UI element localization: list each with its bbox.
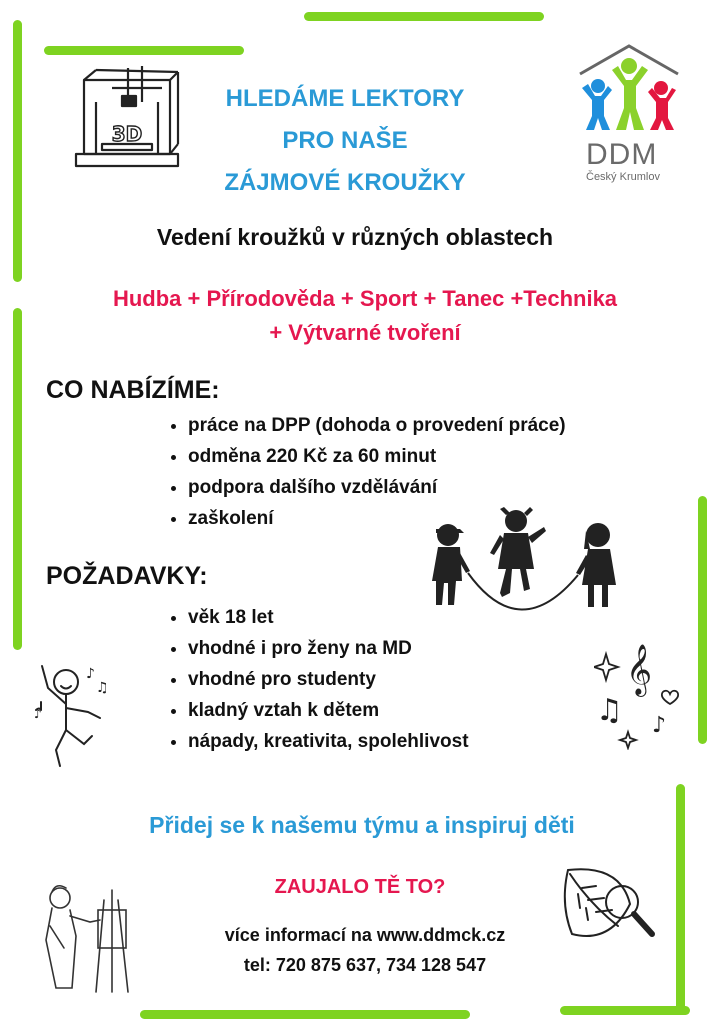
title-line-2: PRO NAŠE bbox=[282, 127, 408, 154]
subtitle: Vedení kroužků v různých oblastech bbox=[156, 224, 554, 250]
list-item: • věk 18 let bbox=[188, 602, 469, 633]
frame-bar-bottom-right bbox=[560, 1006, 690, 1015]
offer-heading: CO NABÍZÍME: bbox=[46, 376, 220, 404]
frame-bar-left-mid bbox=[13, 308, 22, 650]
list-item: • vhodné pro studenty bbox=[188, 664, 469, 695]
requirements-list bbox=[160, 602, 469, 757]
painter-icon bbox=[36, 876, 136, 996]
svg-text:♫: ♫ bbox=[96, 680, 109, 696]
join-team-cta: Přidej se k našemu týmu a inspiruj děti bbox=[149, 812, 575, 838]
list-item: • zaškolení bbox=[188, 503, 566, 534]
frame-bar-top-center bbox=[304, 12, 544, 21]
list-item: • vhodné i pro ženy na MD bbox=[188, 633, 469, 664]
phone-info: tel: 720 875 637, 734 128 547 bbox=[243, 955, 487, 975]
title-line-1: HLEDÁME LEKTORY bbox=[225, 85, 465, 112]
svg-text:♪: ♪ bbox=[34, 707, 42, 721]
website-info: více informací na www.ddmck.cz bbox=[224, 925, 506, 945]
interest-heading: ZAUJALO TĚ TO? bbox=[274, 876, 446, 898]
svg-text:♪: ♪ bbox=[86, 666, 95, 682]
ddm-logo-name: DDM bbox=[586, 138, 658, 171]
leaf-magnifier-icon bbox=[560, 864, 660, 948]
svg-text:𝄞: 𝄞 bbox=[626, 644, 653, 695]
requirements-heading: POŽADAVKY: bbox=[46, 562, 208, 590]
frame-bar-top-left bbox=[44, 46, 244, 55]
contact-info bbox=[160, 920, 570, 980]
ddm-logo bbox=[576, 42, 682, 182]
ddm-logo-town: Český Krumlov bbox=[586, 171, 660, 183]
list-item: • nápady, kreativita, spolehlivost bbox=[188, 726, 469, 757]
music-notes-icon bbox=[594, 640, 690, 750]
activity-areas bbox=[40, 282, 690, 350]
page-title bbox=[150, 78, 540, 204]
ddm-logo-figures-icon bbox=[576, 42, 682, 134]
activity-areas-line-2: + Výtvarné tvoření bbox=[269, 320, 461, 345]
svg-text:♫: ♫ bbox=[596, 693, 623, 728]
frame-bar-bottom-center bbox=[140, 1010, 470, 1019]
frame-bar-right-mid bbox=[698, 496, 707, 744]
printer-label: 3D bbox=[111, 122, 143, 146]
dancing-figure-icon bbox=[30, 658, 114, 776]
list-item: • podpora dalšího vzdělávání bbox=[188, 472, 566, 503]
list-item: • práce na DPP (dohoda o provedení práce) bbox=[188, 410, 566, 441]
list-item: • kladný vztah k dětem bbox=[188, 695, 469, 726]
svg-text:♪: ♪ bbox=[652, 713, 667, 738]
list-item: • odměna 220 Kč za 60 minut bbox=[188, 441, 566, 472]
children-jumping-rope-icon bbox=[420, 505, 630, 625]
title-line-3: ZÁJMOVÉ KROUŽKY bbox=[224, 169, 466, 196]
activity-areas-line-1: Hudba + Přírodověda + Sport + Tanec +Technika bbox=[112, 286, 618, 311]
